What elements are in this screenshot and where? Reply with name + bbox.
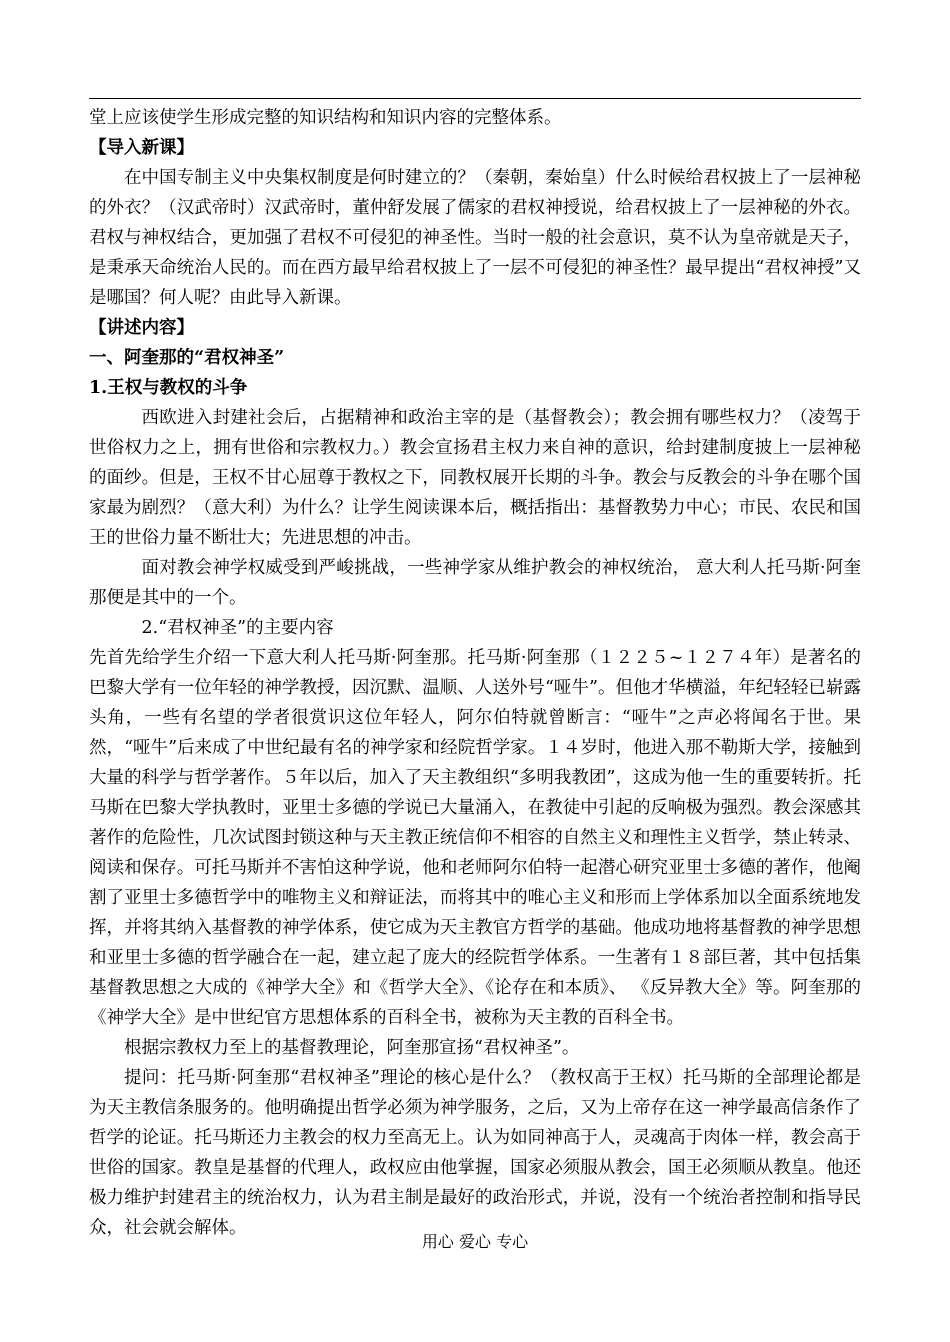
paragraph-divine-right: 根据宗教权力至上的基督教理论，阿奎那宣扬“君权神圣”。	[124, 1038, 580, 1058]
header-rule	[89, 98, 861, 99]
heading-section-one: 一、阿奎那的“君权神圣”	[89, 348, 285, 368]
paragraph-continuation: 堂上应该使学生形成完整的知识结构和知识内容的完整体系。	[89, 108, 562, 128]
heading-intro-new-lesson: 【导入新课】	[89, 138, 194, 158]
paragraph-question-core: 提问：托马斯·阿奎那“君权神圣”理论的核心是什么？（教权高于王权）托马斯的全部理论都是为天主教信条服务的。他明确提出哲学必须为神学服务，之后，又为上帝存在这一神学最高信条作了哲学的论证。托马斯还力主教会的权力至高无上。认为如同神高于人，灵魂高于肉体一样，教会高于世俗的国家。教皇是基督的代理人，政权应由他掌握，国家必须服从教会，国王必须顺从教皇。他还极力维护封建君主的统治权力，认为君主制是最好的政治形式，并说，没有一个统治者控制和指导民众，社会就会解体。	[89, 1068, 861, 1238]
heading-subsection-two: 2.“君权神圣”的主要内容	[141, 618, 334, 638]
document-body	[89, 103, 861, 1243]
heading-subsection-one: 1.王权与教权的斗争	[89, 378, 248, 398]
paragraph-aquinas-biography: 先首先给学生介绍一下意大利人托马斯·阿奎那。托马斯·阿奎那（１２２５~１２７４年）是著名的巴黎大学有一位年轻的神学教授，因沉默、温顺、人送外号“哑牛”。但他才华横溢，年纪轻轻已崭露头角，一些有名望的学者很赏识这位年轻人，阿尔伯特就曾断言：“哑牛”之声必将闻名于世。果然，“哑牛”后来成了中世纪最有名的神学家和经院哲学家。１４岁时，他进入那不勒斯大学，接触到大量的科学与哲学著作。５年以后，加入了天主教组织“多明我教团”，这成为他一生的重要转折。托马斯在巴黎大学执教时，亚里士多德的学说已大量涌入，在教徒中引起的反响极为强烈。教会深感其著作的危险性，几次试图封锁这种与天主教正统信仰不相容的自然主义和理性主义哲学，禁止转录、阅读和保存。可托马斯并不害怕这种学说，他和老师阿尔伯特一起潜心研究亚里士多德的著作，他阉割了亚里士多德哲学中的唯物主义和辩证法，而将其中的唯心主义和形而上学体系加以全面系统地发挥，并将其纳入基督教的神学体系，使它成为天主教官方哲学的基础。他成功地将基督教的神学思想和亚里士多德的哲学融合在一起，建立起了庞大的经院哲学体系。一生著有１８部巨著，其中包括集基督教思想之大成的《神学大全》和《哲学大全》、《论存在和本质》、 《反异教大全》等。阿奎那的《神学大全》是中世纪官方思想体系的百科全书，被称为天主教的百科全书。	[89, 648, 861, 1028]
paragraph-royal-vs-church: 西欧进入封建社会后，占据精神和政治主宰的是（基督教会）；教会拥有哪些权力？（凌驾于世俗权力之上，拥有世俗和宗教权力。）教会宣扬君主权力来自神的意识，给封建制度披上一层神秘的面纱。但是，王权不甘心屈尊于教权之下，同教权展开长期的斗争。教会与反教会的斗争在哪个国家最为剧烈？（意大利）为什么？让学生阅读课本后，概括指出：基督教势力中心；市民、农民和国王的世俗力量不断壮大；先进思想的冲击。	[89, 408, 861, 548]
paragraph-intro: 在中国专制主义中央集权制度是何时建立的？（秦朝，秦始皇）什么时候给君权披上了一层神秘的外衣？（汉武帝时）汉武帝时，董仲舒发展了儒家的君权神授说，给君权披上了一层神秘的外衣。君权与神权结合，更加强了君权不可侵犯的神圣性。当时一般的社会意识，莫不认为皇帝就是天子，是秉承天命统治人民的。而在西方最早给君权披上了一层不可侵犯的神圣性？最早提出“君权神授”又是哪国？何人呢？由此导入新课。	[89, 168, 861, 308]
paragraph-aquinas-intro: 面对教会神学权威受到严峻挑战，一些神学家从维护教会的神权统治， 意大利人托马斯·阿奎那便是其中的一个。	[89, 558, 861, 608]
page-footer: 用心 爱心 专心	[421, 1232, 529, 1251]
heading-lecture-content: 【讲述内容】	[89, 318, 194, 338]
